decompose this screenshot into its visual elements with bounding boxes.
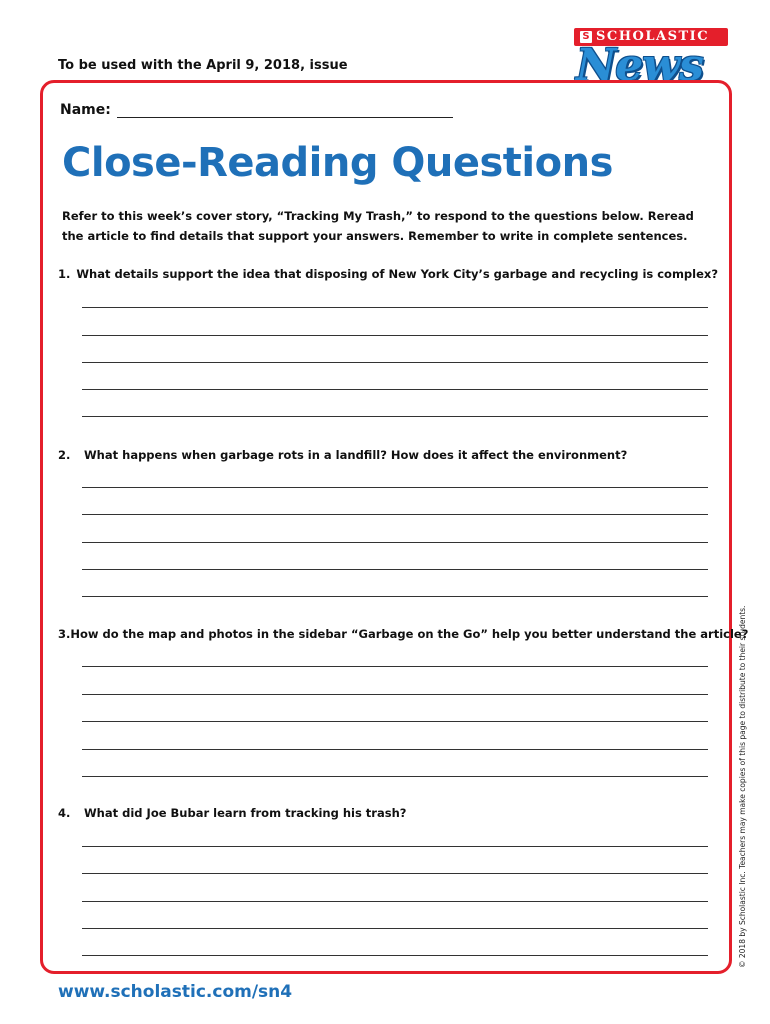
question-number: 3. <box>58 627 71 641</box>
answer-line[interactable] <box>82 694 708 695</box>
answer-line[interactable] <box>82 389 708 390</box>
name-label: Name: <box>60 102 111 118</box>
question-text: What happens when garbage rots in a landfill? How does it affect the environment? <box>84 448 628 462</box>
answer-line[interactable] <box>82 307 708 308</box>
name-input-line[interactable] <box>117 105 453 118</box>
answer-line[interactable] <box>82 569 708 570</box>
answer-line[interactable] <box>82 721 708 722</box>
answer-line[interactable] <box>82 666 708 667</box>
answer-line[interactable] <box>82 873 708 874</box>
logo-brand: SCHOLASTIC <box>596 29 710 44</box>
question-number: 1. <box>58 267 71 281</box>
answer-line[interactable] <box>82 846 708 847</box>
question-3 <box>58 627 749 641</box>
answer-line[interactable] <box>82 749 708 750</box>
answer-line[interactable] <box>82 362 708 363</box>
footer-url-link[interactable]: www.scholastic.com/sn4 <box>58 982 293 1002</box>
answer-line[interactable] <box>82 776 708 777</box>
name-field <box>60 102 453 118</box>
answer-line[interactable] <box>82 542 708 543</box>
answer-line[interactable] <box>82 928 708 929</box>
copyright-note: © 2018 by Scholastic Inc. Teachers may make copies of this page to distribute to their students. <box>738 605 747 968</box>
answer-line[interactable] <box>82 955 708 956</box>
answer-line[interactable] <box>82 514 708 515</box>
question-4 <box>58 806 718 820</box>
question-text: What did Joe Bubar learn from tracking his trash? <box>84 806 407 820</box>
question-text: How do the map and photos in the sidebar “Garbage on the Go” help you better understand the article? <box>70 627 749 641</box>
question-number: 2. <box>58 448 71 462</box>
scholastic-mark-icon: S <box>580 31 592 43</box>
answer-line[interactable] <box>82 596 708 597</box>
page-title: Close-Reading Questions <box>62 140 613 186</box>
answer-line[interactable] <box>82 335 708 336</box>
instructions: Refer to this week’s cover story, “Tracking My Trash,” to respond to the questions below. Reread the article to find details that support your answers. Remember to write in complete sentences. <box>62 209 694 243</box>
answer-line[interactable] <box>82 901 708 902</box>
logo-news-wordmark: News <box>576 40 703 91</box>
answer-line[interactable] <box>82 416 708 417</box>
question-1 <box>58 267 718 281</box>
answer-line[interactable] <box>82 487 708 488</box>
question-number: 4. <box>58 806 71 820</box>
question-2 <box>58 448 718 462</box>
question-text: What details support the idea that disposing of New York City’s garbage and recycling is complex? <box>76 267 718 281</box>
usage-note: To be used with the April 9, 2018, issue <box>58 58 348 73</box>
